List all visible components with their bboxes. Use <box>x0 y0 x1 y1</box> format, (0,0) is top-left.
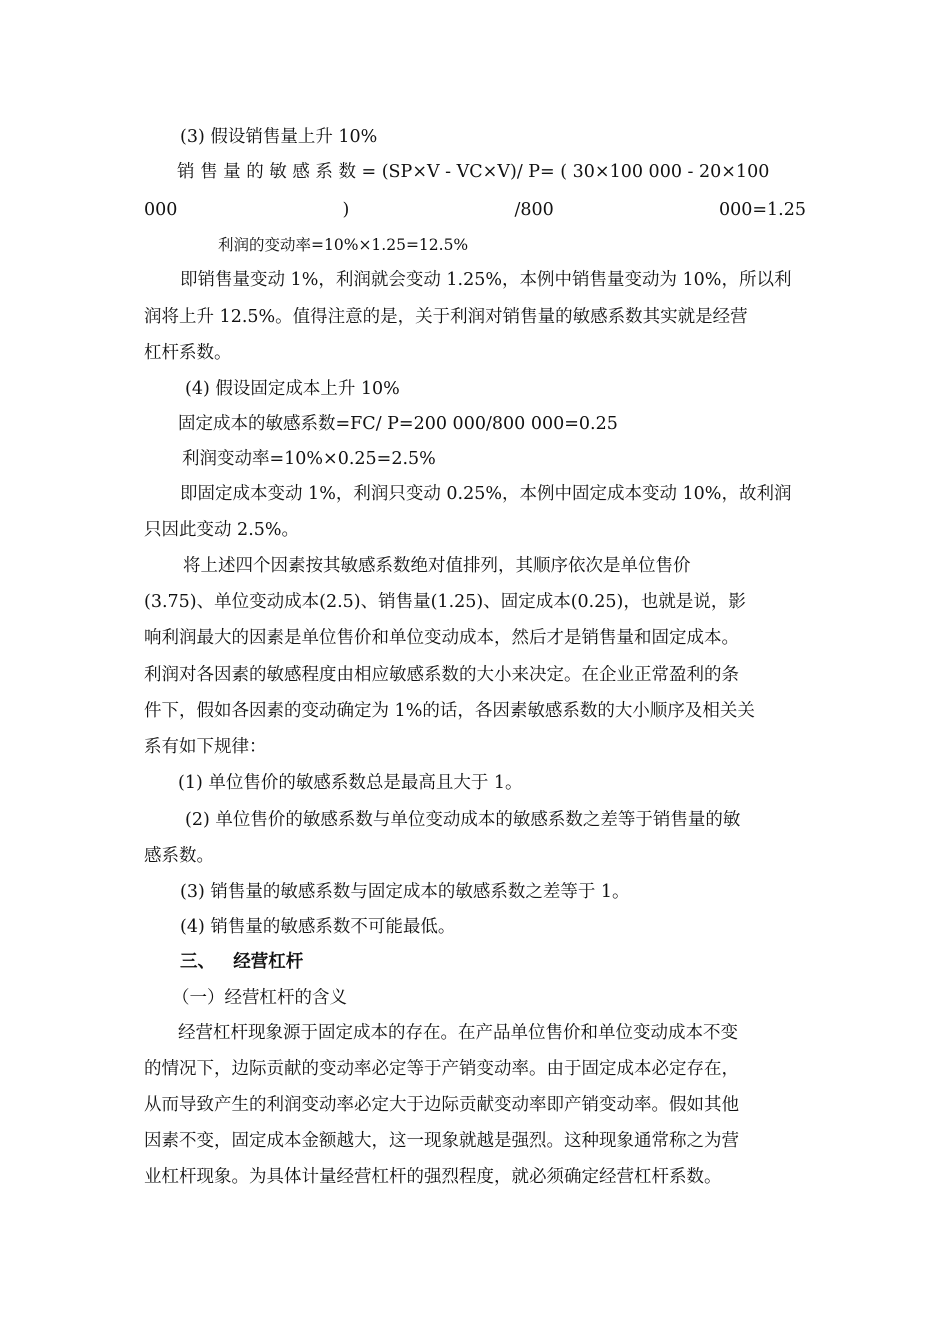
text-line: 利润变动率=10%×0.25=2.5% <box>182 449 436 469</box>
text-line: 将上述四个因素按其敏感系数绝对值排列，其顺序依次是单位售价 <box>183 556 691 576</box>
text-line: (3) 销售量的敏感系数与固定成本的敏感系数之差等于 1。 <box>180 882 630 902</box>
text-line: 润将上升 12.5%。值得注意的是，关于利润对销售量的敏感系数其实就是经营 <box>144 307 748 327</box>
section-heading: 三、 经营杠杆 <box>180 952 304 972</box>
text-line: 从而导致产生的利润变动率必定大于边际贡献变动率即产销变动率。假如其他 <box>144 1095 739 1115</box>
text-line: 利润对各因素的敏感程度由相应敏感系数的大小来决定。在企业正常盈利的条 <box>144 665 739 685</box>
text-line: 销 售 量 的 敏 感 系 数 = (SP×V - VC×V)/ P= ( 30×100 000 - 20×100 <box>177 162 770 182</box>
text-line: (4) 假设固定成本上升 10% <box>185 379 400 399</box>
text-fragment: 000 <box>144 200 178 220</box>
text-line: 杠杆系数。 <box>144 343 232 363</box>
text-line: 经营杠杆现象源于固定成本的存在。在产品单位售价和单位变动成本不变 <box>178 1023 738 1043</box>
text-line: 固定成本的敏感系数=FC/ P=200 000/800 000=0.25 <box>178 414 618 434</box>
subsection-heading: （一）经营杠杆的含义 <box>172 988 347 1008</box>
text-line: (3.75)、单位变动成本(2.5)、销售量(1.25)、固定成本(0.25)，也就是说，影 <box>144 592 746 612</box>
text-line: 利润的变动率=10%×1.25=12.5% <box>218 236 469 254</box>
text-line: 的情况下，边际贡献的变动率必定等于产销变动率。由于固定成本必定存在， <box>144 1059 739 1079</box>
text-line: 即固定成本变动 1%，利润只变动 0.25%，本例中固定成本变动 10%，故利润 <box>180 484 792 504</box>
text-line: 业杠杆现象。为具体计量经营杠杆的强烈程度，就必须确定经营杠杆系数。 <box>144 1167 722 1187</box>
text-line: (1) 单位售价的敏感系数总是最高且大于 1。 <box>178 773 523 793</box>
text-line: (2) 单位售价的敏感系数与单位变动成本的敏感系数之差等于销售量的敏 <box>185 810 741 830</box>
text-fragment: /800 <box>514 200 554 220</box>
text-line: 件下，假如各因素的变动确定为 1%的话，各因素敏感系数的大小顺序及相关关 <box>144 701 755 721</box>
text-line-justified <box>144 198 806 222</box>
text-line: 只因此变动 2.5%。 <box>144 520 300 540</box>
text-line: 即销售量变动 1%，利润就会变动 1.25%，本例中销售量变动为 10%，所以利 <box>180 270 792 290</box>
text-line: (4) 销售量的敏感系数不可能最低。 <box>180 917 456 937</box>
text-line: 感系数。 <box>144 846 214 866</box>
text-fragment: ) <box>342 200 350 220</box>
text-fragment: 000=1.25 <box>718 200 806 220</box>
text-line: 响利润最大的因素是单位售价和单位变动成本，然后才是销售量和固定成本。 <box>144 628 739 648</box>
text-line: 因素不变，固定成本金额越大，这一现象就越是强烈。这种现象通常称之为营 <box>144 1131 739 1151</box>
text-line: 系有如下规律： <box>144 737 267 757</box>
text-line: (3) 假设销售量上升 10% <box>180 127 378 147</box>
